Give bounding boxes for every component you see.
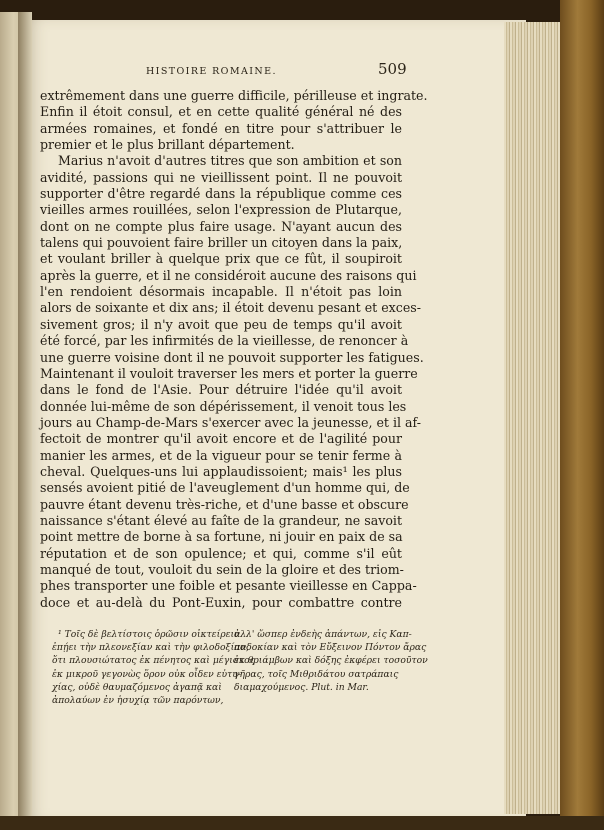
text-line: l'en rendoient désormais incapable. Il n'étoit pas loin [40, 284, 402, 300]
text-line: avidité, passions qui ne vieillissent point. Il ne pouvoit [40, 169, 402, 185]
text-line: premier et le plus brillant département. [40, 137, 295, 153]
text-line: manier les armes, et de la vigueur pour se tenir ferme à [40, 447, 402, 463]
text-line: manqué de tout, vouloit du sein de la gloire et des triom- [40, 561, 404, 577]
text-line: talens qui pouvoient faire briller un citoyen dans la paix, [40, 235, 403, 251]
footnote-line: ἐκ θριάμβων καὶ δόξης ἐκφέρει τοσοῦτον [234, 655, 428, 667]
footnote-line: ἀπολαύων ἐν ἡσυχίᾳ τῶν παρόντων, [52, 694, 224, 706]
running-head: HISTOIRE ROMAINE. [146, 66, 277, 77]
footnote-line: ἐκ μικροῦ γεγονὼς ὅρον οὐκ οἶδεν εὐτυ- [52, 668, 241, 680]
text-line: vieilles armes rouillées, selon l'expression de Plutarque, [40, 202, 402, 218]
footnote-line: ἀλλ' ὥσπερ ἐνδεὴς ἁπάντων, εἰς Καπ- [234, 629, 412, 640]
page-gutter [18, 12, 32, 822]
text-line: jours au Champ-de-Mars s'exercer avec la jeunesse, et il af- [40, 414, 422, 430]
page-number: 509 [378, 60, 407, 78]
text-line: pauvre étant devenu très-riche, et d'une basse et obscure [40, 496, 409, 512]
book-cover-edge [560, 0, 604, 830]
book-cover-bottom [0, 816, 604, 830]
text-line: fectoit de montrer qu'il avoit encore et de l'agilité pour [40, 431, 402, 447]
footnote-line: ὅτι πλουσιώτατος ἐκ πένητος καὶ μέγιστος [52, 655, 255, 667]
text-line: dont on ne compte plus faire usage. N'ayant aucun des [40, 218, 402, 234]
text-line: point mettre de borne à sa fortune, ni jouir en paix de sa [40, 529, 403, 545]
footnote-line: γῆρας, τοῖς Μιθριδάτου σατράπαις [234, 668, 399, 680]
main-text [40, 88, 428, 611]
text-line: armées romaines, et fondé en titre pour s'attribuer le [40, 120, 402, 136]
footnote-line: ¹ Τοῖς δὲ βελτίστοις ὁρῶσιν οἰκτείρειν [58, 629, 240, 640]
text-line: cheval. Quelques-uns lui applaudissoient; mais¹ les plus [40, 463, 402, 479]
text-line: naissance s'étant élevé au faîte de la grandeur, ne savoit [40, 512, 403, 528]
text-line: réputation et de son opulence; et qui, comme s'il eût [40, 545, 402, 561]
text-line: doce et au-delà du Pont-Euxin, pour combattre contre [40, 594, 402, 610]
text-line: sivement gros; il n'y avoit que peu de temps qu'il avoit [40, 316, 402, 332]
footnote-column-left [52, 628, 255, 707]
text-line: une guerre voisine dont il ne pouvoit supporter les fatigues. [40, 349, 424, 365]
text-line: sensés avoient pitié de l'aveuglement d'un homme qui, de [40, 480, 410, 496]
footnote-line: διαμαχούμενος. Plut. in Mar. [234, 681, 369, 693]
footnote-line: χίας, οὐδὲ θαυμαζόμενος ἀγαπᾷ καὶ [52, 681, 222, 693]
text-line: été forcé, par les infirmités de la vieillesse, de renoncer à [40, 333, 409, 349]
text-line: après la guerre, et il ne considéroit aucune des raisons qui [40, 267, 417, 283]
text-line: Maintenant il vouloit traverser les mers et porter la guerre [40, 365, 418, 381]
text-line: Enfin il étoit consul, et en cette qualité général né des [40, 104, 402, 120]
text-line: supporter d'être regardé dans la république comme ces [40, 186, 402, 202]
text-line: dans le fond de l'Asie. Pour détruire l'idée qu'il avoit [40, 382, 402, 398]
text-line: Marius n'avoit d'autres titres que son ambition et son [58, 153, 402, 169]
footnote-line: παδοκίαν καὶ τὸν Εὔξεινον Πόντον ἄρας [234, 642, 427, 654]
text-line: et voulant briller à quelque prix que ce fût, il soupiroit [40, 251, 402, 267]
text-line: alors de soixante et dix ans; il étoit devenu pesant et exces- [40, 300, 421, 316]
footnote-line: ἐπῄει τὴν πλεονεξίαν καὶ τὴν φιλοδοξίαν, [52, 642, 249, 654]
page-stack-edges [504, 22, 562, 814]
text-line: donnée lui-même de son dépérissement, il venoit tous les [40, 398, 407, 414]
text-line: extrêmement dans une guerre difficile, périlleuse et ingrate. [40, 88, 428, 103]
footnote-column-right [234, 628, 428, 694]
text-line: phes transporter une foible et pesante vieillesse en Cappa- [40, 578, 417, 594]
